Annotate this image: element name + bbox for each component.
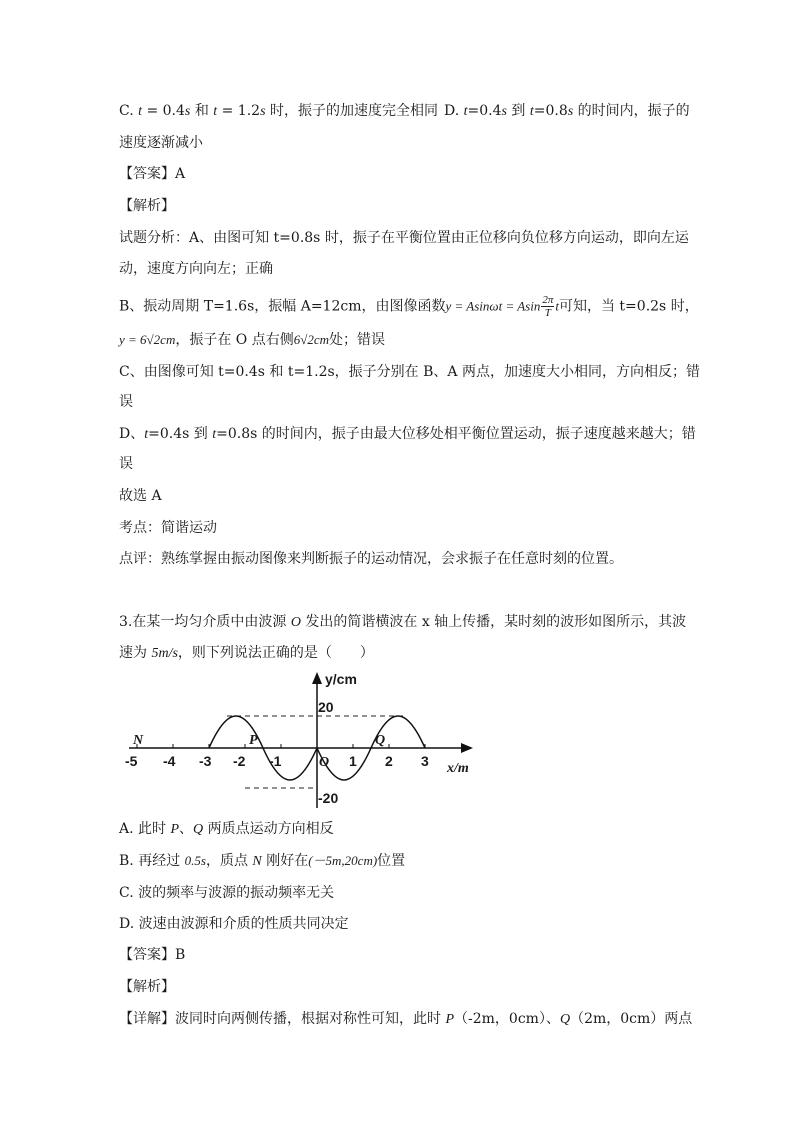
q3-option-d: D. 波速由波源和介质的性质共同决定 <box>119 916 349 932</box>
q3-stem-line-1: 3.在某一均匀介质中由波源 O 发出的简谐横波在 x 轴上传播，某时刻的波形如图所示，其波 <box>119 614 687 630</box>
tick-label-minus-4: -4 <box>163 753 176 769</box>
y-min-label: -20 <box>318 790 339 806</box>
q3-stem-line-2: 速为 5m/s，则下列说法正确的是（ ） <box>119 645 374 661</box>
q2-analysis-line-7: D、t=0.4s 到 t=0.8s 的时间内，振子由最大位移处相平衡位置运动，振子速度越来越大；错 <box>119 426 696 442</box>
q2-analysis-line-3: B、振动周期 T=1.6s，振幅 A=12cm，由图像函数y = Asinωt = Asin $\frac{2\pi}{T}$ t可知，当 t=0.2s 时， <box>119 294 699 319</box>
q3-option-b: B. 再经过 0.5s，质点 N 刚好在(－5m,20cm)位置 <box>119 853 406 869</box>
fraction-2pi-over-t: $\frac{2\pi}{T}$ <box>542 294 554 319</box>
point-n-label: N <box>133 733 144 748</box>
q2-analysis-line-9: 故选 A <box>119 488 162 504</box>
q2-analysis-line-10: 考点：简谐运动 <box>119 520 217 536</box>
q3-option-c: C. 波的频率与波源的振动频率无关 <box>119 885 335 901</box>
wave-figure <box>119 668 479 810</box>
q2-analysis-line-6: 误 <box>119 394 133 410</box>
tick-label-3: 3 <box>421 753 429 769</box>
tick-label-2: 2 <box>385 753 393 769</box>
tick-label-origin: O <box>319 755 330 770</box>
q3-analysis-tag: 【解析】 <box>119 979 175 995</box>
q2-analysis-line-11: 点评：熟练掌握由振动图像来判断振子的运动情况，会求振子在任意时刻的位置。 <box>119 551 623 567</box>
x-axis-arrow <box>461 743 473 753</box>
tick-label-1: 1 <box>349 753 357 769</box>
q3-option-a: A. 此时 P、Q 两质点运动方向相反 <box>119 821 334 837</box>
q2-analysis-line-5: C、由图像可知 t=0.4s 和 t=1.2s，振子分别在 B、A 两点，加速度大小相同，方向相反；错 <box>119 364 700 380</box>
tick-label-minus-5: -5 <box>125 753 138 769</box>
q3-answer: 【答案】B <box>119 947 186 963</box>
q2-option-d: D. t=0.4s 到 t=0.8s 的时间内，振子的 <box>444 103 690 119</box>
tick-label-minus-2: -2 <box>233 753 246 769</box>
q2-option-d-continued: 速度逐渐减小 <box>119 135 203 151</box>
q2-analysis-line-1: 试题分析：A、由图可知 t=0.8s 时，振子在平衡位置由正位移向负位移方向运动，即向左运 <box>119 230 689 246</box>
x-axis-label: x/m <box>447 761 469 776</box>
point-p-label: P <box>249 733 258 748</box>
q2-analysis-line-2: 动，速度方向向左；正确 <box>119 261 273 277</box>
q3-detail-line: 【详解】波同时向两侧传播，根据对称性可知，此时 P（-2m，0cm）、Q（2m，0cm）两点 <box>119 1011 693 1027</box>
tick-label-minus-1: -1 <box>269 753 282 769</box>
q2-option-c: C. t = 0.4s 和 t = 1.2s 时，振子的加速度完全相同 <box>119 103 438 119</box>
tick-label-minus-3: -3 <box>199 753 212 769</box>
y-axis-label: y/cm <box>325 671 357 687</box>
q2-analysis-line-8: 误 <box>119 456 133 472</box>
q2-analysis-line-4: y = 6√2cm，振子在 O 点右侧6√2cm处；错误 <box>119 332 386 348</box>
q2-answer: 【答案】A <box>119 166 186 182</box>
y-axis-arrow <box>312 672 322 684</box>
y-max-label: 20 <box>318 699 334 715</box>
q2-analysis-tag: 【解析】 <box>119 198 175 214</box>
point-q-label: Q <box>375 733 386 748</box>
